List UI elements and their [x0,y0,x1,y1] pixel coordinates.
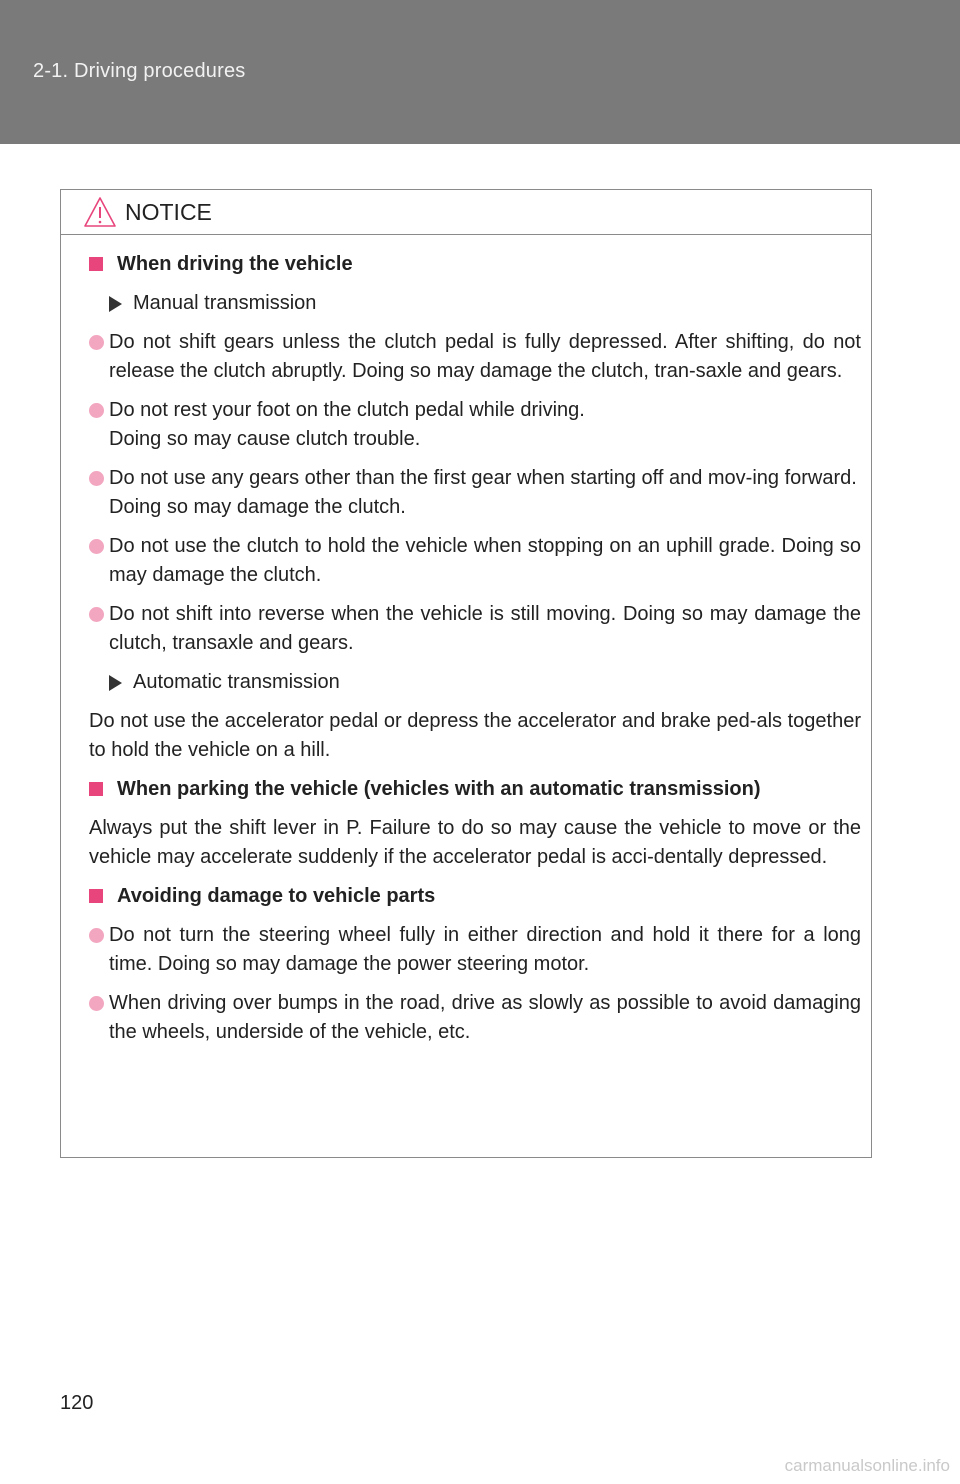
watermark: carmanualsonline.info [784,1456,950,1475]
section-heading-text: When driving the vehicle [117,253,353,275]
pink-dot-icon [89,471,104,486]
bullet-item [89,600,861,658]
bullet-text: Do not use the clutch to hold the vehicle when stopping on an uphill grade. Doing so may damage the clutch. [109,535,861,586]
pink-dot-icon [89,928,104,943]
notice-content [89,250,861,1057]
section-heading [89,250,861,279]
bullet-item [89,396,861,454]
paragraph-text: Do not use the accelerator pedal or depress the accelerator and brake ped-als together to hold the vehicle on a hill. [89,710,861,761]
bullet-text: Do not turn the steering wheel fully in either direction and hold it there for a long time. Doing so may damage the power steering motor. [109,924,861,975]
pink-dot-icon [89,403,104,418]
warning-triangle-icon [83,196,117,228]
bullet-item [89,532,861,590]
paragraph-text: Always put the shift lever in P. Failure to do so may cause the vehicle to move or the vehicle may accelerate suddenly if the accelerator pedal is acci-dentally depressed. [89,817,861,868]
arrow-right-icon [109,296,122,312]
pink-dot-icon [89,539,104,554]
paragraph [89,814,861,872]
subheading [89,668,861,697]
pink-dot-icon [89,607,104,622]
page-header [0,0,960,144]
section-heading [89,775,861,804]
bullet-text: Do not use any gears other than the first gear when starting off and mov-ing forward. Doing so may damage the clutch. [109,467,857,518]
pink-square-icon [89,257,103,271]
notice-header [61,190,871,235]
bullet-text: Do not shift into reverse when the vehicle is still moving. Doing so may damage the clutch, transaxle and gears. [109,603,861,654]
bullet-item [89,328,861,386]
bullet-item [89,921,861,979]
notice-title: NOTICE [125,199,212,225]
pink-square-icon [89,889,103,903]
bullet-text: When driving over bumps in the road, drive as slowly as possible to avoid damaging the wheels, underside of the vehicle, etc. [109,992,861,1043]
bullet-item [89,464,861,522]
pink-square-icon [89,782,103,796]
bullet-text: Do not rest your foot on the clutch pedal while driving. Doing so may cause clutch trouble. [109,399,585,450]
bullet-item [89,989,861,1047]
arrow-right-icon [109,675,122,691]
section-title: 2-1. Driving procedures [33,60,246,82]
section-heading [89,882,861,911]
subheading [89,289,861,318]
pink-dot-icon [89,996,104,1011]
subheading-text: Automatic transmission [133,671,340,693]
section-heading-text: When parking the vehicle (vehicles with an automatic transmission) [117,778,761,800]
paragraph [89,707,861,765]
notice-box [60,189,872,1158]
subheading-text: Manual transmission [133,292,317,314]
bullet-text: Do not shift gears unless the clutch pedal is fully depressed. After shifting, do not release the clutch abruptly. Doing so may damage the clutch, tran-saxle and gears. [109,331,861,382]
section-heading-text: Avoiding damage to vehicle parts [117,885,436,907]
page-number: 120 [60,1392,94,1414]
pink-dot-icon [89,335,104,350]
